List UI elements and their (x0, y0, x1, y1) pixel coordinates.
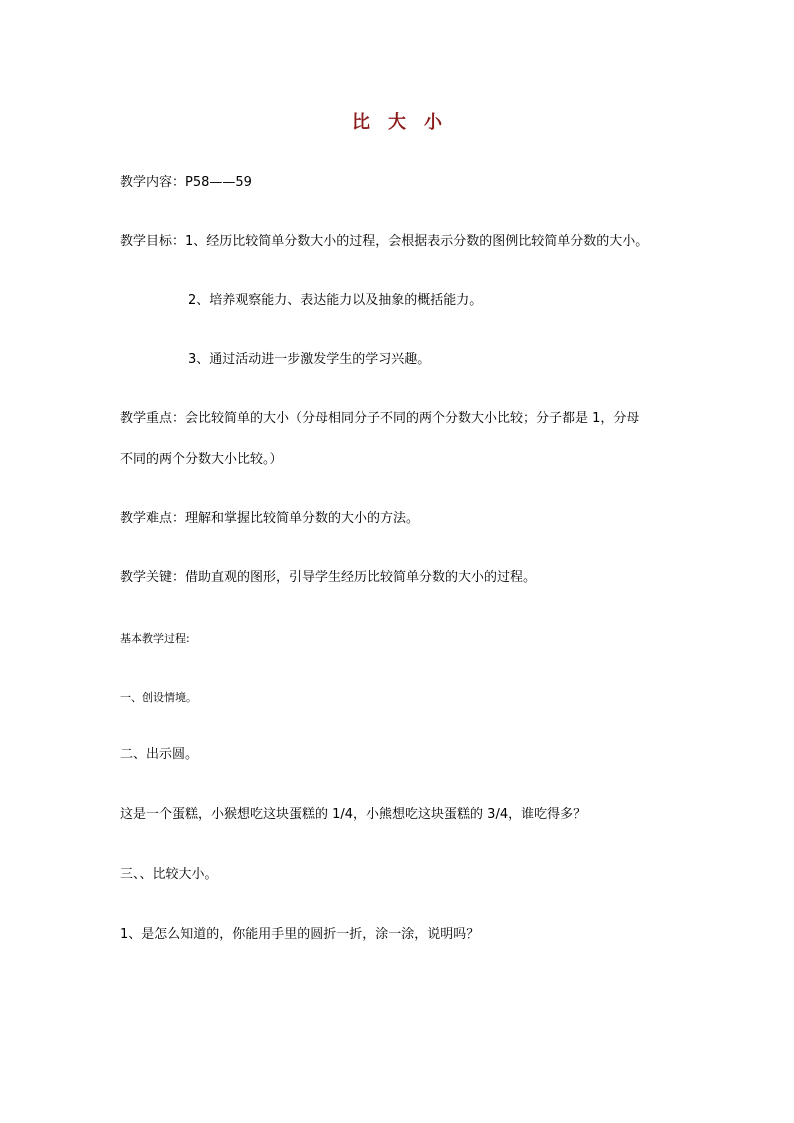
teaching-content-line: 教学内容：P58——59 (120, 175, 252, 190)
teaching-focus-line-2: 不同的两个分数大小比较。） (120, 452, 283, 467)
section-three-heading: 三、、比较大小。 (120, 867, 218, 882)
teaching-key-line: 教学关键：借助直观的图形，引导学生经历比较简单分数的大小的过程。 (120, 570, 537, 585)
basic-process-heading: 基本教学过程: (120, 632, 190, 645)
section-two-heading: 二、出示圆。 (120, 747, 199, 762)
teaching-difficulty-line: 教学难点：理解和掌握比较简单分数的大小的方法。 (120, 511, 420, 526)
teaching-goal-line-3: 3、通过活动进一步激发学生的学习兴趣。 (188, 352, 431, 367)
section-one-heading: 一、创设情境。 (120, 691, 197, 704)
teaching-focus-line-1: 教学重点：会比较简单的大小（分母相同分子不同的两个分数大小比较；分子都是 1，分母 (120, 411, 640, 426)
teaching-goal-line-2: 2、培养观察能力、表达能力以及抽象的概括能力。 (188, 293, 483, 308)
teaching-goal-line-1: 教学目标：1、经历比较简单分数大小的过程，会根据表示分数的图例比较简单分数的大小。 (120, 234, 649, 249)
cake-question-line: 这是一个蛋糕，小猴想吃这块蛋糕的 1/4，小熊想吃这块蛋糕的 3/4，谁吃得多？ (120, 807, 587, 822)
document-title: 比 大 小 (352, 112, 442, 133)
fold-question-line: 1、是怎么知道的，你能用手里的圆折一折，涂一涂，说明吗？ (120, 927, 480, 942)
